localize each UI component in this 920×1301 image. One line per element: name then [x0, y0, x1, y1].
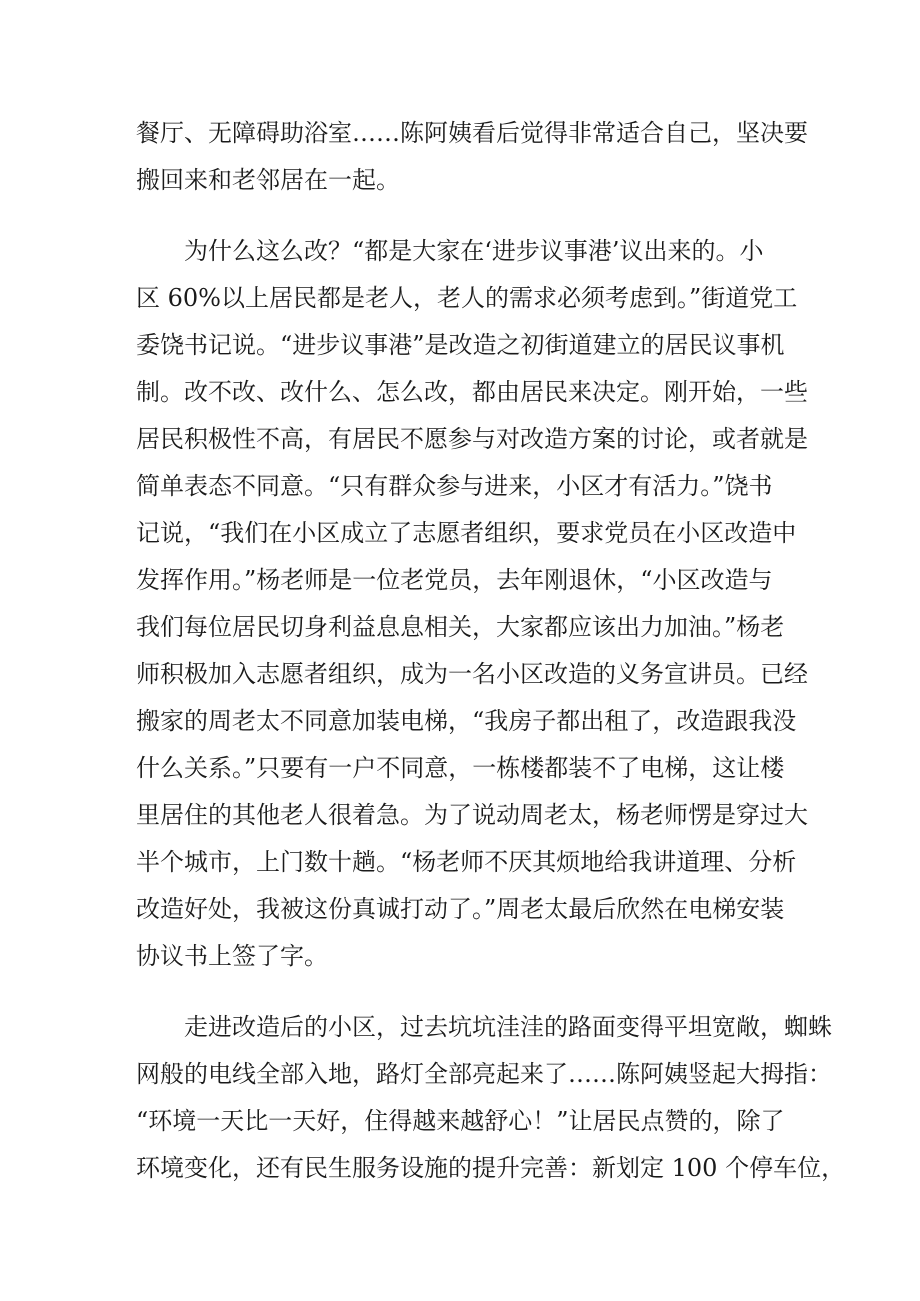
text-line: 搬回来和老邻居在一起。	[136, 166, 400, 194]
text-line: 发挥作用。”杨老师是一位老党员，去年刚退休，“小区改造与	[136, 566, 773, 594]
text-line: 师积极加入志愿者组织，成为一名小区改造的义务宣讲员。已经	[136, 660, 808, 688]
text-line: 我们每位居民切身利益息息相关，大家都应该出力加油。”杨老	[136, 613, 785, 641]
text-line: 制。改不改、改什么、怎么改，都由居民来决定。刚开始，一些	[136, 378, 808, 406]
text-line: 改造好处，我被这份真诚打动了。”周老太最后欣然在电梯安装	[136, 895, 785, 923]
text-line: 什么关系。”只要有一户不同意，一栋楼都装不了电梯，这让楼	[136, 754, 785, 782]
paragraph-2	[136, 228, 808, 980]
text-line: 搬家的周老太不同意加装电梯，“我房子都出租了，改造跟我没	[136, 707, 797, 735]
text-line: 网般的电线全部入地，路灯全部亮起来了……陈阿姨竖起大拇指：	[136, 1060, 832, 1088]
text-line: 环境变化，还有民生服务设施的提升完善：新划定 100 个停车位，	[136, 1154, 846, 1182]
text-line: 委饶书记说。“进步议事港”是改造之初街道建立的居民议事机	[136, 331, 785, 359]
text-line: 为什么这么改？“都是大家在‘进步议事港’议出来的。小	[184, 237, 764, 265]
text-line: “环境一天比一天好，住得越来越舒心！”让居民点赞的，除了	[136, 1107, 785, 1135]
text-line: 餐厅、无障碍助浴室……陈阿姨看后觉得非常适合自己，坚决要	[136, 119, 808, 147]
text-line: 半个城市，上门数十趟。“杨老师不厌其烦地给我讲道理、分析	[136, 848, 797, 876]
text-line: 记说，“我们在小区成立了志愿者组织，要求党员在小区改造中	[136, 519, 797, 547]
text-line: 里居住的其他老人很着急。为了说动周老太，杨老师愣是穿过大	[136, 801, 808, 829]
text-line: 简单表态不同意。“只有群众参与进来，小区才有活力。”饶书	[136, 472, 773, 500]
document-body	[136, 110, 846, 1216]
text-line: 居民积极性不高，有居民不愿参与对改造方案的讨论，或者就是	[136, 425, 808, 453]
paragraph-3	[136, 1004, 846, 1192]
text-line: 走进改造后的小区，过去坑坑洼洼的路面变得平坦宽敞，蜘蛛	[184, 1013, 832, 1041]
text-line: 区 60%以上居民都是老人，老人的需求必须考虑到。”街道党工	[136, 284, 798, 312]
paragraph-1	[136, 110, 808, 204]
text-line: 协议书上签了字。	[136, 942, 328, 970]
